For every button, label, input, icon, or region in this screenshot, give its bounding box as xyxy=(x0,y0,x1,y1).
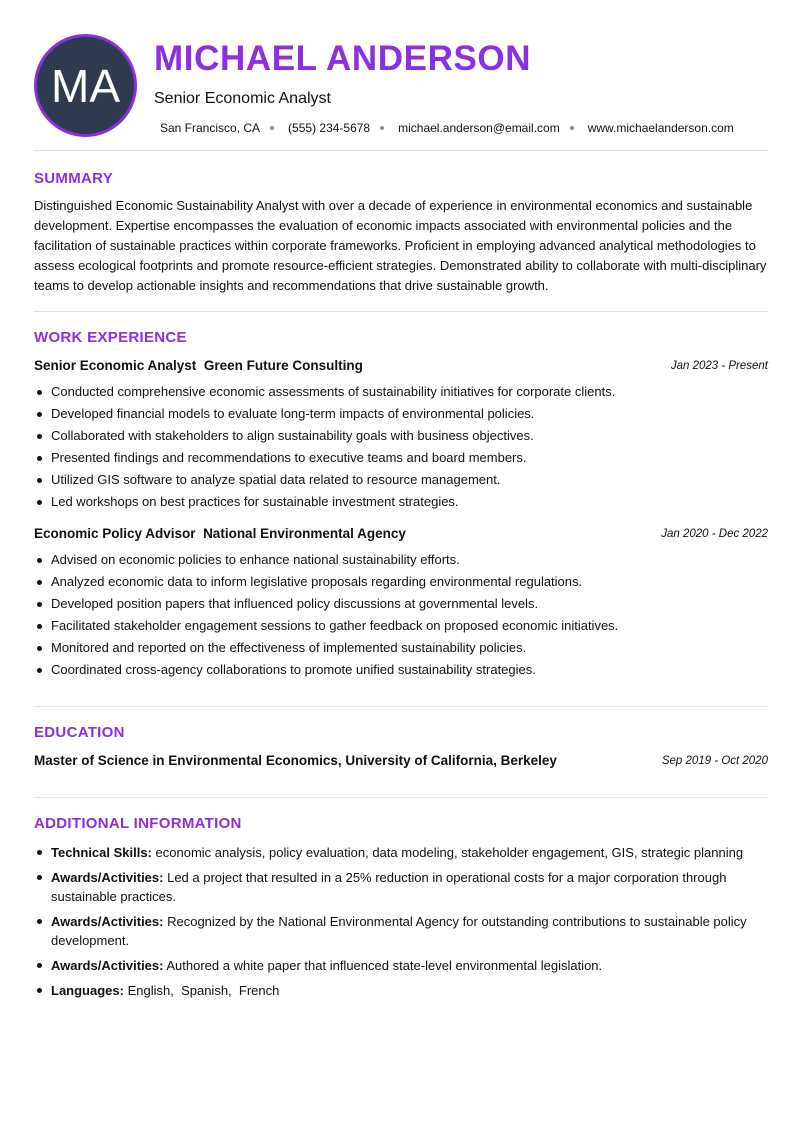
list-item: Monitored and reported on the effectiveness of implemented sustainability policies. xyxy=(34,640,768,662)
job-header xyxy=(34,526,768,544)
list-item xyxy=(34,868,768,906)
candidate-title: Senior Economic Analyst xyxy=(154,90,331,107)
candidate-name: MICHAEL ANDERSON xyxy=(154,39,532,78)
list-item: Coordinated cross-agency collaborations to promote unified sustainability strategies. xyxy=(34,662,768,684)
list-item: Utilized GIS software to analyze spatial data related to resource management. xyxy=(34,472,768,494)
info-text: English, Spanish, French xyxy=(127,983,280,998)
contact-location: San Francisco, CA xyxy=(160,121,261,135)
job-dates: Jan 2020 - Dec 2022 xyxy=(661,528,768,540)
info-label: Technical Skills: xyxy=(51,845,152,860)
avatar xyxy=(34,34,137,137)
info-text: Authored a white paper that influenced state-level environmental legislation. xyxy=(166,958,603,973)
additional-info-heading: ADDITIONAL INFORMATION xyxy=(34,815,242,832)
info-text: Recognized by the National Environmental Agency for outstanding contributions to sustainable policy development. xyxy=(51,914,747,948)
list-item: Presented findings and recommendations to executive teams and board members. xyxy=(34,450,768,472)
summary-heading: SUMMARY xyxy=(34,170,114,187)
job-role: Economic Policy Advisor xyxy=(34,526,196,541)
section-divider xyxy=(34,797,768,798)
job-bullet-list xyxy=(34,384,768,516)
education-degree: Master of Science in Environmental Economics, University of California, Berkeley xyxy=(34,753,557,768)
info-label: Languages: xyxy=(51,983,124,998)
list-item: Analyzed economic data to inform legislative proposals regarding environmental regulations. xyxy=(34,574,768,596)
info-text: economic analysis, policy evaluation, data modeling, stakeholder engagement, GIS, strategic planning xyxy=(155,845,744,860)
education-heading: EDUCATION xyxy=(34,724,125,741)
job-company: Green Future Consulting xyxy=(203,358,363,373)
contact-line xyxy=(160,121,734,135)
contact-separator-dot xyxy=(380,126,384,130)
list-item: Facilitated stakeholder engagement sessions to gather feedback on proposed economic initiatives. xyxy=(34,618,768,640)
contact-email[interactable]: michael.anderson@email.com xyxy=(398,121,560,135)
list-item: Developed financial models to evaluate long-term impacts of environmental policies. xyxy=(34,406,768,428)
job-role: Senior Economic Analyst xyxy=(34,358,197,373)
job-role-line xyxy=(34,358,363,373)
contact-website[interactable]: www.michaelanderson.com xyxy=(587,121,734,135)
contact-separator-dot xyxy=(270,126,274,130)
summary-text: Distinguished Economic Sustainability Analyst with over a decade of experience in environmental economics and sustainable development. Expertise encompasses the evaluation of economic impacts associated with environmental policies and the facilitation of sustainable practices within corporate frameworks. Proficient in employing advanced analytical methodologies to assess ecological footprints and promote resource-efficient strategies. Demonstrated ability to collaborate with multi-disciplinary teams to develop actionable insights and recommendations that drive sustainable growth. xyxy=(34,198,767,293)
info-label: Awards/Activities: xyxy=(51,914,164,929)
list-item: Advised on economic policies to enhance national sustainability efforts. xyxy=(34,552,768,574)
list-item xyxy=(34,912,768,950)
list-item: Developed position papers that influenced policy discussions at governmental levels. xyxy=(34,596,768,618)
list-item: Conducted comprehensive economic assessments of sustainability initiatives for corporate clients. xyxy=(34,384,768,406)
list-item: Collaborated with stakeholders to align sustainability goals with business objectives. xyxy=(34,428,768,450)
contact-phone: (555) 234-5678 xyxy=(288,121,371,135)
info-label: Awards/Activities: xyxy=(51,870,164,885)
list-item xyxy=(34,981,768,1000)
avatar-initials: MA xyxy=(51,59,120,112)
section-divider xyxy=(34,150,768,151)
job-header xyxy=(34,358,768,376)
info-label: Awards/Activities: xyxy=(51,958,164,973)
resume-header xyxy=(34,34,768,139)
job-role-line xyxy=(34,526,406,541)
education-entry xyxy=(34,753,768,773)
work-experience-heading: WORK EXPERIENCE xyxy=(34,329,187,346)
list-item: Led workshops on best practices for sustainable investment strategies. xyxy=(34,494,768,516)
contact-separator-dot xyxy=(570,126,574,130)
job-bullet-list xyxy=(34,552,768,684)
section-divider xyxy=(34,311,768,312)
list-item xyxy=(34,956,768,975)
additional-info-list xyxy=(34,843,768,1006)
info-text: Led a project that resulted in a 25% reduction in operational costs for a major corporation through sustainable practices. xyxy=(51,870,727,904)
section-divider xyxy=(34,706,768,707)
job-company: National Environmental Agency xyxy=(203,526,406,541)
education-dates: Sep 2019 - Oct 2020 xyxy=(661,755,768,767)
job-dates: Jan 2023 - Present xyxy=(670,360,768,372)
list-item xyxy=(34,843,768,862)
